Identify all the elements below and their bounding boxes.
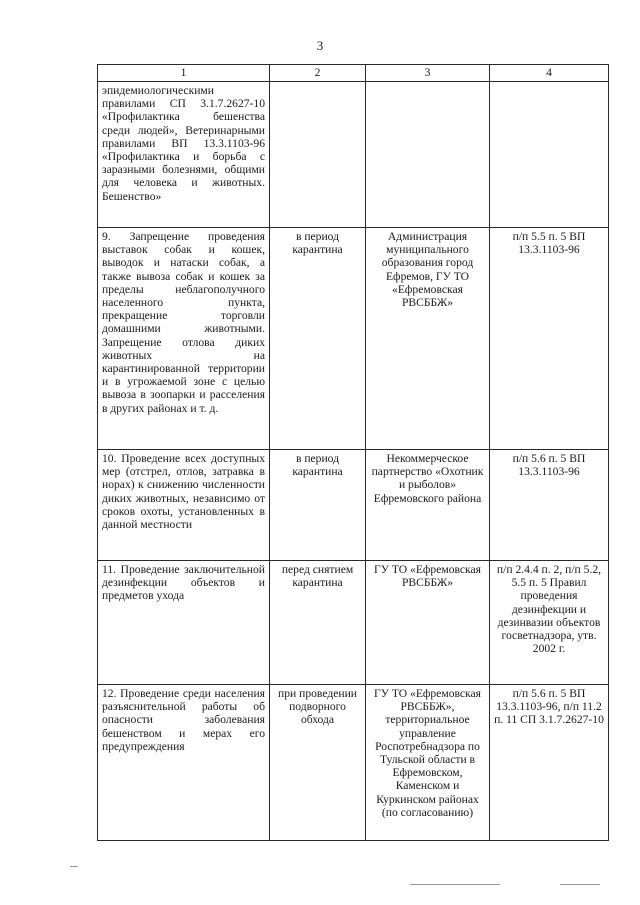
measure-cell: эпидемиологическими правилами СП 3.1.7.2627-10 «Профилактика бешенства среди людей», Ветеринарными правилами ВП 13.3.1103-96 «Профилактика и борьба с заразными болезнями, общими для человека и животных. Бешенство» <box>98 82 270 228</box>
basis-cell: п/п 5.6 п. 5 ВП 13.3.1103-96, п/п 11.2 п. 11 СП 3.1.7.2627-10 <box>490 685 609 841</box>
scan-artifact <box>70 866 78 867</box>
executor-cell: ГУ ТО «Ефремовская РВСББЖ», территориальное управление Роспотребнадзора по Тульской области в Ефремовском, Каменском и Куркинском районах (по согласованию) <box>366 685 490 841</box>
executor-cell: Администрация муниципального образования город Ефремов, ГУ ТО «Ефремовская РВСББЖ» <box>366 228 490 450</box>
executor-cell: ГУ ТО «Ефремовская РВСББЖ» <box>366 561 490 685</box>
measure-cell: 12. Проведение среди населения разъяснительной работы об опасности заболевания бешенством и мерах его предупреждения <box>98 685 270 841</box>
scan-artifact <box>410 884 500 885</box>
table-row <box>98 82 609 228</box>
basis-cell: п/п 2.4.4 п. 2, п/п 5.2, 5.5 п. 5 Правил проведения дезинфекции и дезинвазии объектов госветнадзора, утв. 2002 г. <box>490 561 609 685</box>
executor-cell <box>366 82 490 228</box>
table-row <box>98 685 609 841</box>
column-header: 3 <box>366 65 490 82</box>
basis-cell: п/п 5.5 п. 5 ВП 13.3.1103-96 <box>490 228 609 450</box>
table-row <box>98 228 609 450</box>
period-cell <box>270 82 366 228</box>
measure-cell: 10. Проведение всех доступных мер (отстрел, отлов, затравка в норах) к снижению численности диких животных, независимо от сроков охоты, установленных в данной местности <box>98 450 270 561</box>
basis-cell <box>490 82 609 228</box>
table-row <box>98 450 609 561</box>
basis-cell: п/п 5.6 п. 5 ВП 13.3.1103-96 <box>490 450 609 561</box>
column-header: 4 <box>490 65 609 82</box>
table-row <box>98 561 609 685</box>
executor-cell: Некоммерческое партнерство «Охотник и рыболов» Ефремовского района <box>366 450 490 561</box>
scan-artifact <box>560 884 600 885</box>
measure-cell: 9. Запрещение проведения выставок собак и кошек, выводок и натаски собак, а также вывоза собак и кошек за пределы неблагополучного населенного пункта, прекращение торговли домашними животными. Запрещение отлова диких животных на карантинированной территории и в угрожаемой зоне с целью вывоза в зоопарки и расселения в других районах и т. д. <box>98 228 270 450</box>
column-header: 2 <box>270 65 366 82</box>
page-number: 3 <box>316 38 324 53</box>
period-cell: перед снятием карантина <box>270 561 366 685</box>
period-cell: при проведении подворного обхода <box>270 685 366 841</box>
measures-table <box>97 64 609 841</box>
table-header-row <box>98 65 609 82</box>
measure-cell: 11. Проведение заключительной дезинфекции объектов и предметов ухода <box>98 561 270 685</box>
period-cell: в период карантина <box>270 228 366 450</box>
period-cell: в период карантина <box>270 450 366 561</box>
column-header: 1 <box>98 65 270 82</box>
